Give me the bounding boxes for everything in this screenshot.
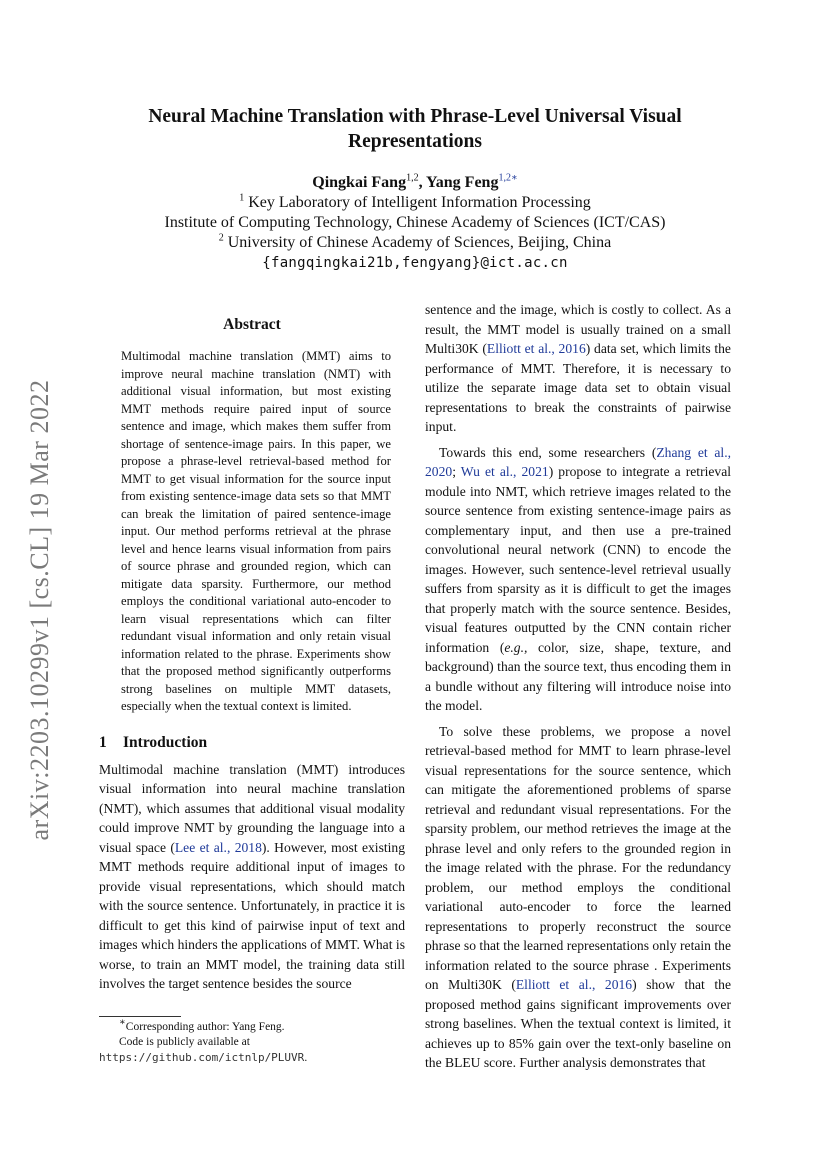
footnote-rule (99, 1016, 181, 1017)
paper-title (100, 104, 730, 154)
author-list (100, 172, 730, 193)
intro-p1-text-c: sentence and the image, which is costly to collect. As a result, the MMT model is usually trained on a small Multi30K ( (425, 302, 731, 356)
left-column (99, 300, 405, 1066)
intro-paragraph-1 (99, 760, 405, 994)
intro-p2-eg: e.g., (504, 639, 528, 655)
intro-p1-text-b: ). However, most existing MMT methods require additional input of images to provide visual representations, which should match with the source sentence. Unfortunately, in practice it is difficult to get this kind of pairwise input of text and images which hinders the applications of MMT. What is worse, to train an MMT model, the training data still involves the target sentence besides the source (99, 839, 406, 991)
footnote-code-text: Code is publicly available at (119, 1035, 250, 1048)
intro-p2-text-b: ) propose to integrate a retrieval module into NMT, which retrieve images related to the source sentence from existing sentence-image pairs as complementary input, and then use a pre-trained convolutional neural network (CNN) to encode the images. However, such sentence-level retrieval usually suffers from sparsity as it is difficult to get the images that properly match with the source sentence. Besides, visual features outputted by the CNN contain richer information ( (425, 464, 732, 655)
arxiv-sidebar (22, 360, 58, 860)
footnote-code-end: . (304, 1051, 308, 1064)
title-line-2: Representations (348, 131, 482, 152)
footnote-marker: ∗ (119, 1016, 126, 1028)
intro-p2-text-a: Towards this end, some researchers ( (439, 444, 657, 460)
right-column (425, 300, 731, 1073)
author-2: Yang Feng (425, 174, 499, 191)
section-heading-introduction (99, 734, 405, 752)
citation-elliott-2016[interactable]: Elliott et al., 2016 (486, 341, 586, 356)
abstract-heading: Abstract (223, 316, 281, 333)
section-number: 1 (99, 733, 107, 751)
citation-zhang-2020[interactable]: Zhang et al., 2020 (425, 444, 731, 479)
intro-paragraph-1-cont (425, 300, 731, 437)
intro-p1-text-a: Multimodal machine translation (MMT) introduces visual information into neural machine translation (NMT), which assumes that additional visual modality could improve NMT by grounding the language into a visual space ( (99, 761, 405, 855)
intro-paragraph-3 (425, 722, 731, 1073)
intro-p3-text-b: ) show that the proposed method gains significant improvements over strong baselines. When the textual context is limited, it achieves up to 85% gain over the text-only baseline on the BLEU score. Further analysis demonstrates that (425, 977, 731, 1070)
title-line-1: Neural Machine Translation with Phrase-Level Universal Visual (148, 106, 682, 127)
footnote-corresponding (99, 1016, 405, 1035)
affiliation-1-text: Key Laboratory of Intelligent Information Processing (244, 194, 591, 211)
affiliation-2 (100, 233, 730, 253)
intro-p3-text-a: To solve these problems, we propose a novel retrieval-based method for MMT to learn phrase-level visual representations for the source sentence, which can mitigate the aforementioned problems of sparse retrieval and redundant visual representations. For the sparsity problem, our method retrieves the image at the phrase level and only refers to the grounded region in the image related with the phrase. For the redundancy problem, our method employs the conditional variational auto-encoder to force the learned representations to properly reconstruct the source phrase so that the learned representations only retain the information related to the source phrase . Experiments on Multi30K ( (425, 723, 731, 992)
citation-lee-2018[interactable]: Lee et al., 2018 (174, 839, 262, 855)
affiliation-1 (100, 193, 730, 213)
affiliation-2-marker: 2 (218, 232, 224, 244)
author-separator: , (418, 174, 426, 191)
intro-p2-text-c: color, size, shape, texture, and background) than the source text, thus encoding them in a bundle without any filtering will introduce noise into the model. (425, 639, 731, 713)
intro-paragraph-2 (425, 443, 731, 716)
code-url-link[interactable]: https://github.com/ictnlp/PLUVR (99, 1050, 305, 1064)
footnote-corresponding-text: Corresponding author: Yang Feng. (125, 1020, 285, 1033)
author-emails: {fangqingkai21b,fengyang}@ict.ac.cn (262, 255, 568, 271)
affiliation-2-text: University of Chinese Academy of Sciences, Beijing, China (223, 234, 612, 251)
arxiv-id: arXiv:2203.10299v1 [cs.CL] 19 Mar 2022 (25, 379, 54, 841)
paper-header (100, 104, 730, 273)
affiliation-1b: Institute of Computing Technology, Chinese Academy of Sciences (ICT/CAS) (164, 214, 666, 231)
author-1: Qingkai Fang (312, 174, 407, 191)
citation-separator: ; (452, 464, 461, 479)
footnote-code (99, 1035, 405, 1066)
abstract-text: Multimodal machine translation (MMT) aims to improve neural machine translation (NMT) with additional visual information, but most existing MMT methods require paired input of source sentence and image, which makes them suffer from shortage of sentence-image pairs. In this paper, we propose a phrase-level retrieval-based method for MMT to get visual information for the source input from existing sentence-image data sets so that MMT can break the limitation of paired sentence-image input. Our method performs retrieval at the phrase level and hence learns visual information from pairs of source phrase and grounded region, which can mitigate data sparsity. Furthermore, our method employs the conditional variational auto-encoder to learn visual representations which can filter redundant visual information and only retain visual information related to the phrase. Experiments show that the proposed method significantly outperforms strong baselines on multiple MMT datasets, especially when the textual context is limited. (121, 349, 391, 713)
intro-p1-text-d: ) data set, which limits the performance of MMT. Therefore, it is necessary to utilize the separate image data set to obtain visual representations to break the constraints of pairwise input. (425, 341, 731, 434)
affiliation-1-marker: 1 (239, 192, 245, 204)
citation-elliott-2016-b[interactable]: Elliott et al., 2016 (515, 977, 633, 992)
author-2-affil: 1,2∗ (498, 172, 518, 184)
author-1-affil: 1,2 (406, 172, 419, 184)
section-title: Introduction (123, 733, 208, 751)
citation-wu-2021[interactable]: Wu et al., 2021 (460, 464, 549, 479)
